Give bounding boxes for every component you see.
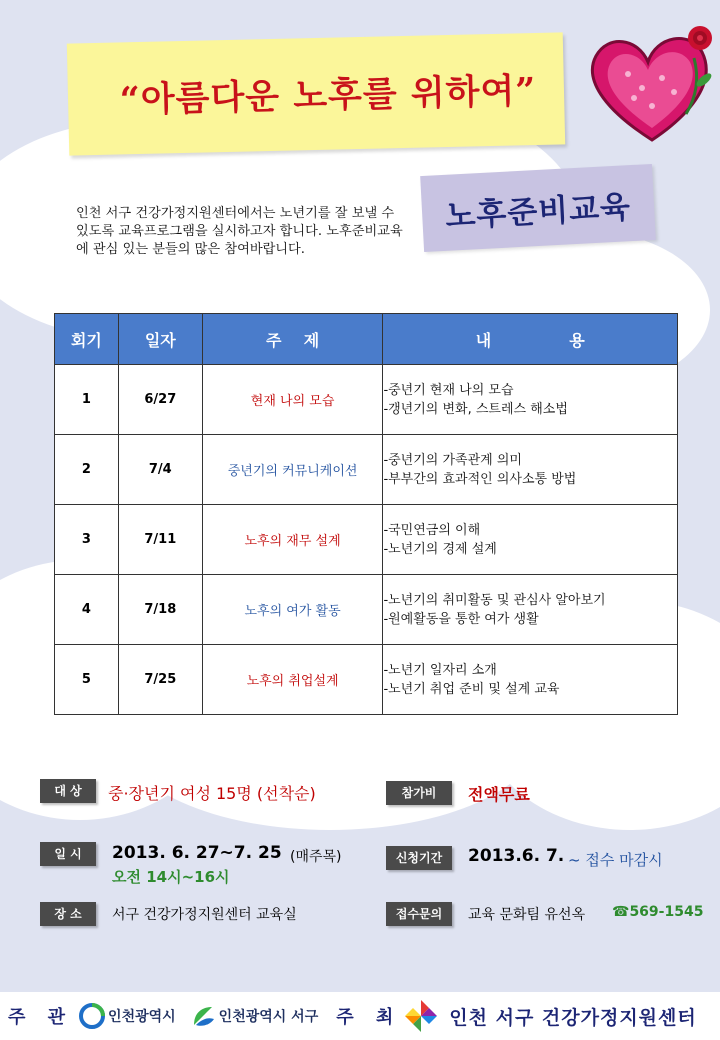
session-topic: 노후의 여가 활동 <box>202 575 383 645</box>
session-content <box>383 575 678 645</box>
table-row <box>55 435 678 505</box>
session-number: 4 <box>55 575 119 645</box>
table-row <box>55 645 678 715</box>
session-content <box>383 505 678 575</box>
content-line: -국민연금의 이해 <box>383 522 481 538</box>
intro-text: 인천 서구 건강가정지원센터에서는 노년기를 잘 보낼 수 있도록 교육프로그램을 실시하고자 합니다. 노후준비교육에 관심 있는 분들의 많은 참여바랍니다. <box>76 206 403 257</box>
session-date: 6/27 <box>118 365 202 435</box>
incheon-logo-icon <box>79 1003 105 1029</box>
session-topic: 중년기의 커뮤니케이션 <box>202 435 383 505</box>
session-number: 2 <box>55 435 119 505</box>
session-content <box>383 645 678 715</box>
apply-value: 2013.6. 7. <box>468 846 565 866</box>
heart-rose-icon <box>582 18 720 150</box>
seogu-logo-icon <box>190 1003 216 1029</box>
footer <box>0 992 720 1040</box>
contact-phone: ☎569-1545 <box>612 904 704 920</box>
content-line: -노년기 일자리 소개 <box>383 662 497 678</box>
column-header: 주 제 <box>202 314 383 365</box>
apply-label: 신청기간 <box>386 846 452 870</box>
org-seogu-name: 인천광역시 서구 <box>218 1009 319 1025</box>
session-topic: 노후의 취업설계 <box>202 645 383 715</box>
schedule-table <box>54 313 678 715</box>
session-number: 5 <box>55 645 119 715</box>
time-value: 오전 14시~16시 <box>112 868 230 886</box>
date-label: 일 시 <box>40 842 96 866</box>
date-note: (매주목) <box>290 849 342 865</box>
apply-note: ~ 접수 마감시 <box>568 851 663 869</box>
page-title: “아름다운 노후를 위하여” <box>119 70 537 121</box>
contact-value: 교육 문화팀 유선옥 <box>468 907 586 923</box>
session-content <box>383 365 678 435</box>
content-line: -부부간의 효과적인 의사소통 방법 <box>383 471 577 487</box>
date-value: 2013. 6. 27~7. 25 <box>112 843 282 863</box>
fee-value: 전액무료 <box>468 785 530 804</box>
session-date: 7/11 <box>118 505 202 575</box>
organizer-label: 주 관 <box>8 1007 74 1028</box>
session-number: 1 <box>55 365 119 435</box>
column-header: 회기 <box>55 314 119 365</box>
program-badge <box>420 164 656 252</box>
table-row <box>55 365 678 435</box>
table-row <box>55 505 678 575</box>
column-header: 내 용 <box>383 314 678 365</box>
host-name: 인천 서구 건강가정지원센터 <box>449 1006 697 1029</box>
target-label: 대 상 <box>40 779 96 803</box>
session-number: 3 <box>55 505 119 575</box>
org-seogu <box>190 1003 319 1029</box>
host-label: 주 최 <box>336 1007 402 1028</box>
session-date: 7/25 <box>118 645 202 715</box>
content-line: -중년기의 가족관계 의미 <box>383 452 522 468</box>
content-line: -노년기의 경제 설계 <box>383 541 497 557</box>
table-row <box>55 575 678 645</box>
org-incheon <box>79 1003 176 1029</box>
center-logo-icon <box>403 998 439 1034</box>
program-name: 노후준비교육 <box>444 188 632 235</box>
content-line: -원예활동을 통한 여가 생활 <box>383 611 539 627</box>
org-incheon-name: 인천광역시 <box>108 1009 176 1025</box>
fee-label: 참가비 <box>386 781 452 805</box>
column-header: 일자 <box>118 314 202 365</box>
session-date: 7/18 <box>118 575 202 645</box>
session-date: 7/4 <box>118 435 202 505</box>
place-value: 서구 건강가정지원센터 교육실 <box>112 907 297 923</box>
content-line: -중년기 현재 나의 모습 <box>383 382 514 398</box>
table-header-row <box>55 314 678 365</box>
content-line: -노년기 취업 준비 및 설계 교육 <box>383 681 560 697</box>
content-line: -갱년기의 변화, 스트레스 해소법 <box>383 401 568 417</box>
target-value: 중·장년기 여성 15명 (선착순) <box>108 784 316 803</box>
content-line: -노년기의 취미활동 및 관심사 알아보기 <box>383 592 606 608</box>
session-topic: 노후의 재무 설계 <box>202 505 383 575</box>
session-topic: 현재 나의 모습 <box>202 365 383 435</box>
place-label: 장 소 <box>40 902 96 926</box>
session-content <box>383 435 678 505</box>
contact-label: 접수문의 <box>386 902 452 926</box>
